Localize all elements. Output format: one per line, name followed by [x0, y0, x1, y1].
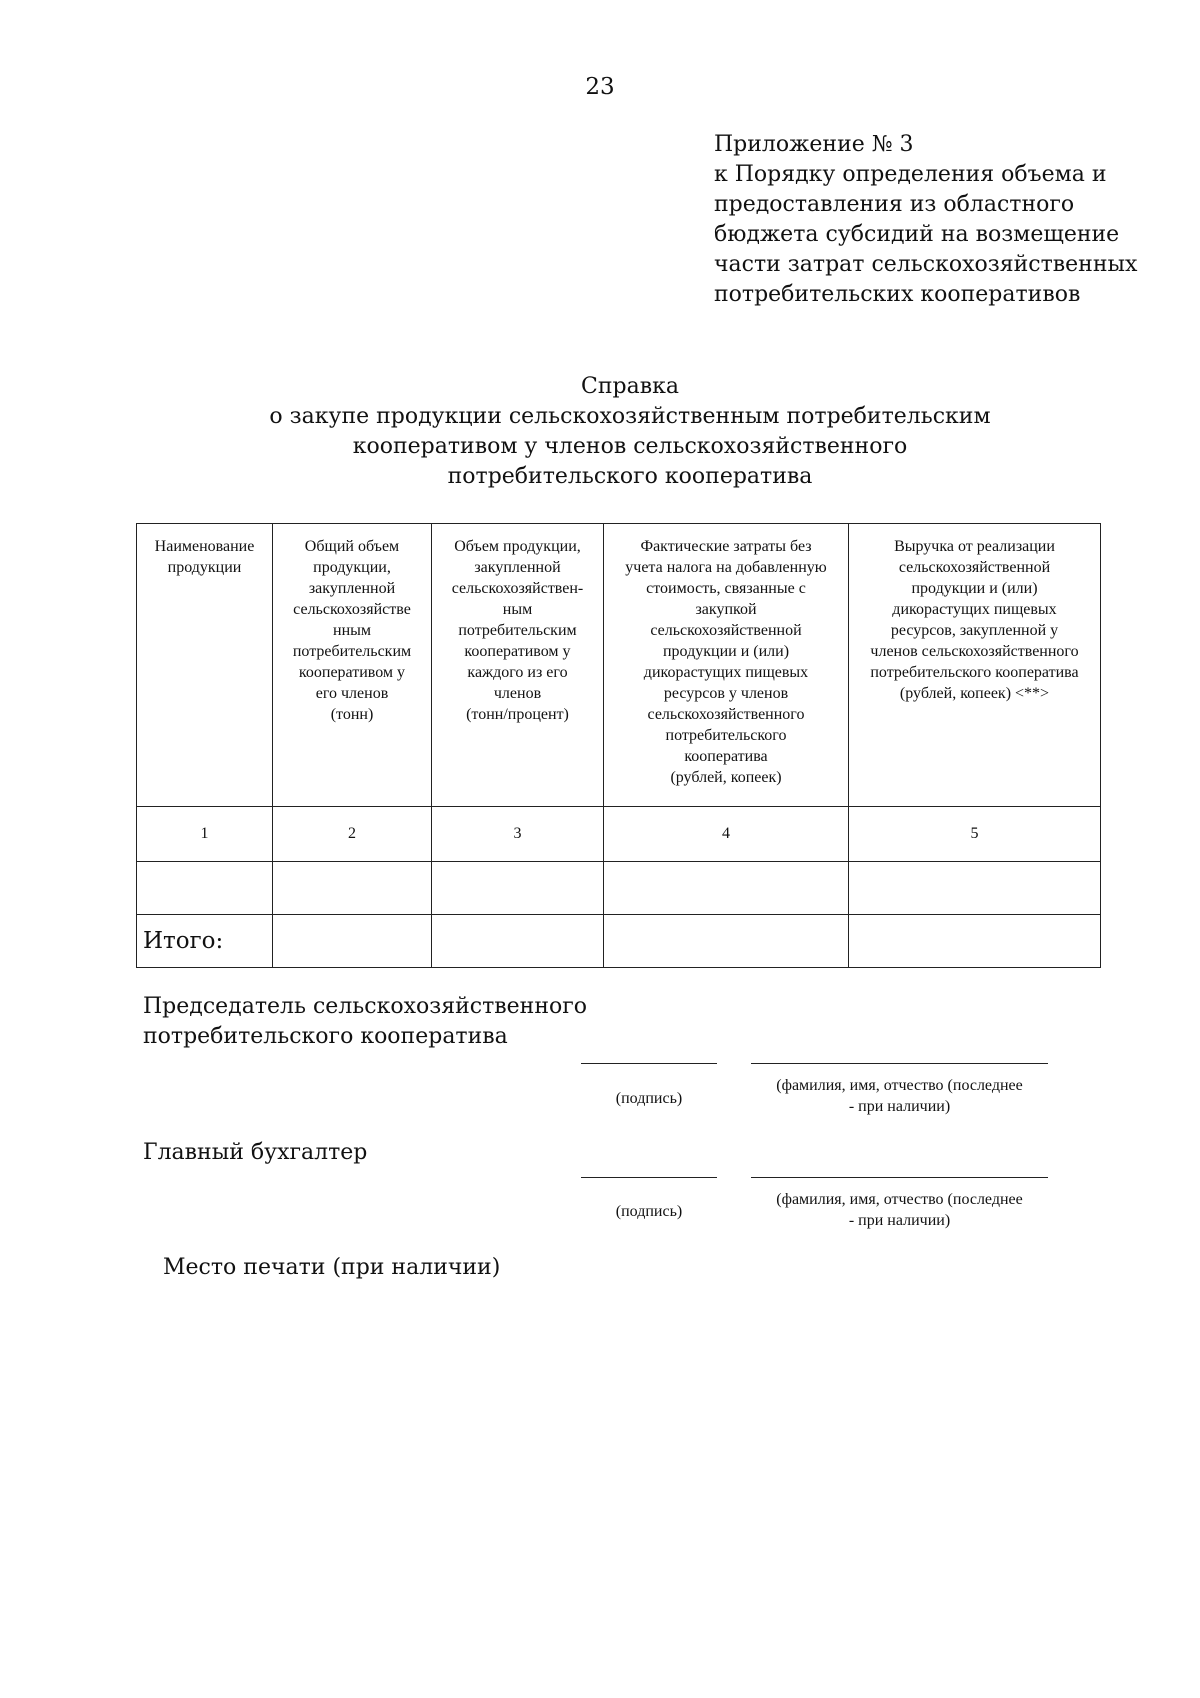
- column-number: 1: [137, 807, 273, 862]
- header-cell-revenue: Выручка от реализации сельскохозяйственной продукции и (или) дикорастущих пищевых ресурсов, закупленной у членов сельскохозяйственного потребительского кооператива (рублей, копеек) <**>: [849, 524, 1101, 807]
- page-number: 23: [585, 74, 615, 100]
- column-number: 2: [273, 807, 432, 862]
- chairman-name-line: [751, 1063, 1048, 1064]
- data-cell: [137, 862, 273, 915]
- appendix-line: Приложение № 3: [714, 132, 914, 157]
- appendix-note: [714, 130, 1154, 310]
- header-cell-volume-per-member: Объем продукции, закупленной сельскохозяйствен- ным потребительским кооперативом у каждого из его членов (тонн/процент): [432, 524, 604, 807]
- column-number: 3: [432, 807, 604, 862]
- title-line: кооперативом у членов сельскохозяйственного: [352, 434, 908, 459]
- table-header-row: [137, 524, 1101, 807]
- header-cell-total-volume: Общий объем продукции, закупленной сельскохозяйстве нным потребительским кооперативом у его членов (тонн): [273, 524, 432, 807]
- data-cell: [604, 862, 849, 915]
- total-row: [137, 915, 1101, 968]
- total-cell: [432, 915, 604, 968]
- chairman-signature-line: [581, 1063, 717, 1064]
- seal-place: Место печати (при наличии): [163, 1255, 501, 1280]
- appendix-line: потребительских кооперативов: [714, 282, 1081, 307]
- appendix-line: предоставления из областного: [714, 192, 1075, 217]
- total-cell: [849, 915, 1101, 968]
- total-cell: [273, 915, 432, 968]
- title-line: Справка: [581, 374, 679, 399]
- chairman-signature-caption: (подпись): [615, 1090, 683, 1107]
- title-line: потребительского кооператива: [447, 464, 813, 489]
- appendix-line: бюджета субсидий на возмещение: [714, 222, 1120, 247]
- accountant-signature-line: [581, 1177, 717, 1178]
- column-number: 4: [604, 807, 849, 862]
- header-cell-actual-costs: Фактические затраты без учета налога на добавленную стоимость, связанные с закупкой сельскохозяйственной продукции и (или) дикорастущих пищевых ресурсов у членов сельскохозяйственного потребительского кооператива (рублей, копеек): [604, 524, 849, 807]
- column-number: 5: [849, 807, 1101, 862]
- data-cell: [849, 862, 1101, 915]
- header-cell-product-name: Наименование продукции: [137, 524, 273, 807]
- accountant-signature-caption: (подпись): [615, 1203, 683, 1220]
- total-label: Итого:: [137, 915, 273, 968]
- column-number-row: [137, 807, 1101, 862]
- report-table: [136, 523, 1101, 968]
- appendix-line: к Порядку определения объема и: [714, 162, 1107, 187]
- data-row: [137, 862, 1101, 915]
- chairman-label: Председатель сельскохозяйственного потребительского кооператива: [143, 994, 588, 1049]
- chairman-name-caption: (фамилия, имя, отчество (последнее - при наличии): [776, 1077, 1023, 1115]
- data-cell: [273, 862, 432, 915]
- title-line: о закупе продукции сельскохозяйственным потребительским: [269, 404, 991, 429]
- accountant-name-caption: (фамилия, имя, отчество (последнее - при наличии): [776, 1191, 1023, 1229]
- appendix-line: части затрат сельскохозяйственных: [714, 252, 1138, 277]
- accountant-name-line: [751, 1177, 1048, 1178]
- chief-accountant-label: Главный бухгалтер: [143, 1140, 368, 1165]
- document-title: [220, 372, 1040, 492]
- data-cell: [432, 862, 604, 915]
- total-cell: [604, 915, 849, 968]
